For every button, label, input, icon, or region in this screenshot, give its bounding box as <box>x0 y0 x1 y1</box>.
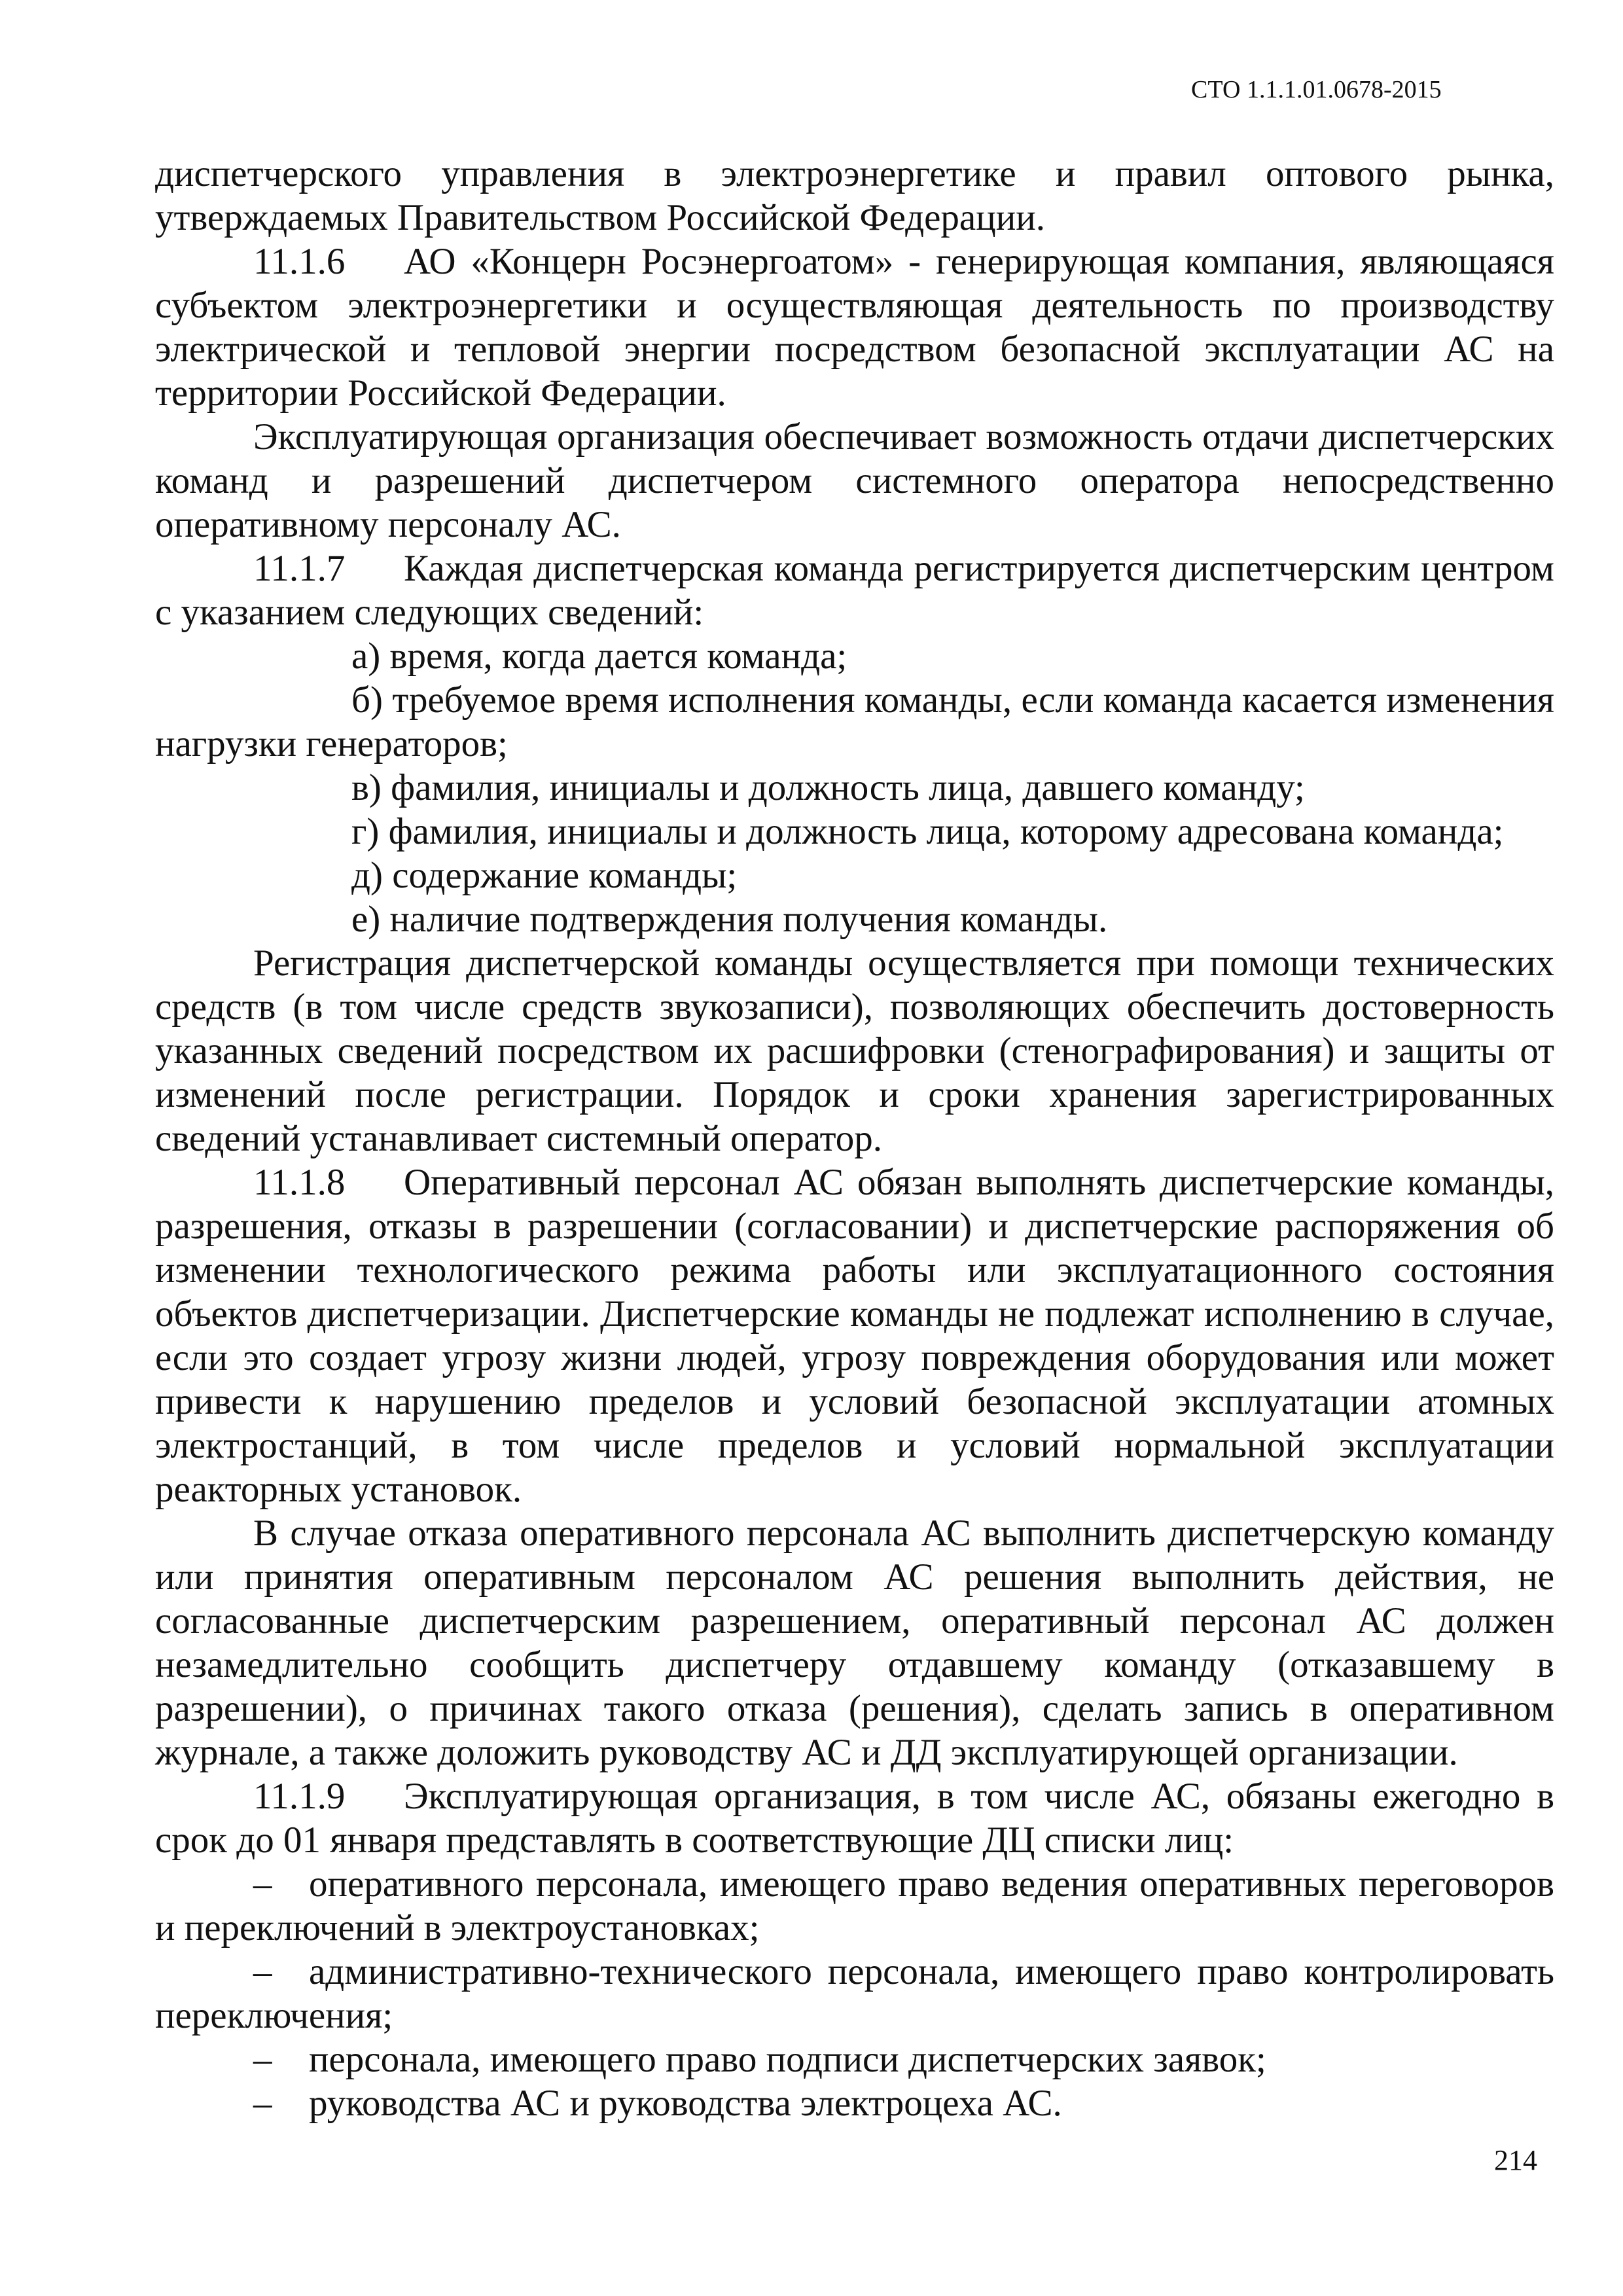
list-item <box>155 897 1554 941</box>
dash-list-item <box>155 2081 1554 2125</box>
list-item-label: г) <box>351 811 380 852</box>
paragraph-exploiting-org: Эксплуатирующая организация обеспечивает возможность отдачи диспетчерских команд и разрешений диспетчером системного оператора непосредственно оперативному персоналу АС. <box>155 416 1554 545</box>
section-number: 11.1.6 <box>253 241 346 282</box>
paragraph-continuation: диспетчерского управления в электроэнергетике и правил оптового рынка, утверждаемых Правительством Российской Федерации. <box>155 153 1554 238</box>
list-item-text: персонала, имеющего право подписи диспетчерских заявок; <box>309 2039 1266 2080</box>
list-item <box>155 853 1554 897</box>
list-item-text: требуемое время исполнения команды, если команда касается изменения нагрузки генераторов; <box>155 679 1554 764</box>
dash-list-item <box>155 1950 1554 2037</box>
list-item <box>155 678 1554 766</box>
dash-list-item <box>155 2037 1554 2081</box>
section-number: 11.1.8 <box>253 1162 346 1203</box>
list-item-text: руководства АС и руководства электроцеха АС. <box>309 2083 1062 2124</box>
list-item-text: фамилия, инициалы и должность лица, которому адресована команда; <box>388 811 1504 852</box>
list-item-label: е) <box>351 899 381 940</box>
list-item-label: а) <box>351 636 381 677</box>
section-11-1-9 <box>155 1774 1554 1862</box>
list-item <box>155 634 1554 678</box>
section-11-1-6 <box>155 240 1554 415</box>
list-item <box>155 810 1554 853</box>
dash-marker: – <box>253 2039 272 2080</box>
list-item-label: б) <box>351 679 383 721</box>
section-text: Каждая диспетчерская команда регистрируется диспетчерским центром с указанием следующих сведений: <box>155 548 1554 633</box>
dash-marker: – <box>253 1951 272 1992</box>
section-text: АО «Концерн Росэнергоатом» - генерирующая компания, являющаяся субъектом электроэнергетики и осуществляющая деятельность по производству электрической и тепловой энергии посредством безопасной эксплуатации АС на территории Российской Федерации. <box>155 241 1554 414</box>
section-number: 11.1.7 <box>253 548 346 589</box>
list-item-text: наличие подтверждения получения команды. <box>389 899 1108 940</box>
list-item-text: оперативного персонала, имеющего право ведения оперативных переговоров и переключений в электроустановках; <box>155 1863 1554 1948</box>
dash-marker: – <box>253 2083 272 2124</box>
paragraph-refusal: В случае отказа оперативного персонала АС выполнить диспетчерскую команду или принятия оперативным персоналом АС решения выполнить действия, не согласованные диспетчерским разрешением, оперативный персонал АС должен незамедлительно сообщить диспетчеру отдавшему команду (отказавшему в разрешении), о причинах такого отказа (решения), сделать запись в оперативном журнале, а также доложить руководству АС и ДД эксплуатирующей организации. <box>155 1513 1554 1773</box>
list-item <box>155 766 1554 810</box>
document-code: СТО 1.1.1.01.0678-2015 <box>1191 76 1442 103</box>
list-item-text: фамилия, инициалы и должность лица, давшего команду; <box>391 767 1305 808</box>
dash-list-item <box>155 1862 1554 1950</box>
section-11-1-7 <box>155 547 1554 634</box>
list-item-text: содержание команды; <box>392 855 738 896</box>
document-body <box>155 152 1554 2125</box>
paragraph-registration: Регистрация диспетчерской команды осуществляется при помощи технических средств (в том числе средств звукозаписи), позволяющих обеспечить достоверность указанных сведений посредством их расшифровки (стенографирования) и защиты от изменений после регистрации. Порядок и сроки хранения зарегистрированных сведений устанавливает системный оператор. <box>155 942 1554 1159</box>
list-item-text: время, когда дается команда; <box>389 636 847 677</box>
list-item-label: д) <box>351 855 383 896</box>
dash-marker: – <box>253 1863 272 1905</box>
page-number: 214 <box>1494 2144 1537 2176</box>
section-text: Оперативный персонал АС обязан выполнять диспетчерские команды, разрешения, отказы в разрешении (согласовании) и диспетчерские распоряжения об изменении технологического режима работы или эксплуатационного состояния объектов диспетчеризации. Диспетчерские команды не подлежат исполнению в случае, если это создает угрозу жизни людей, угрозу повреждения оборудования или может привести к нарушению пределов и условий безопасной эксплуатации атомных электростанций, в том числе пределов и условий нормальной эксплуатации реакторных установок. <box>155 1162 1554 1510</box>
list-item-text: административно-технического персонала, имеющего право контролировать переключения; <box>155 1951 1554 2036</box>
section-11-1-8 <box>155 1160 1554 1511</box>
list-item-label: в) <box>351 767 382 808</box>
section-number: 11.1.9 <box>253 1776 346 1817</box>
section-text: Эксплуатирующая организация, в том числе АС, обязаны ежегодно в срок до 01 января представлять в соответствующие ДЦ списки лиц: <box>155 1776 1554 1861</box>
